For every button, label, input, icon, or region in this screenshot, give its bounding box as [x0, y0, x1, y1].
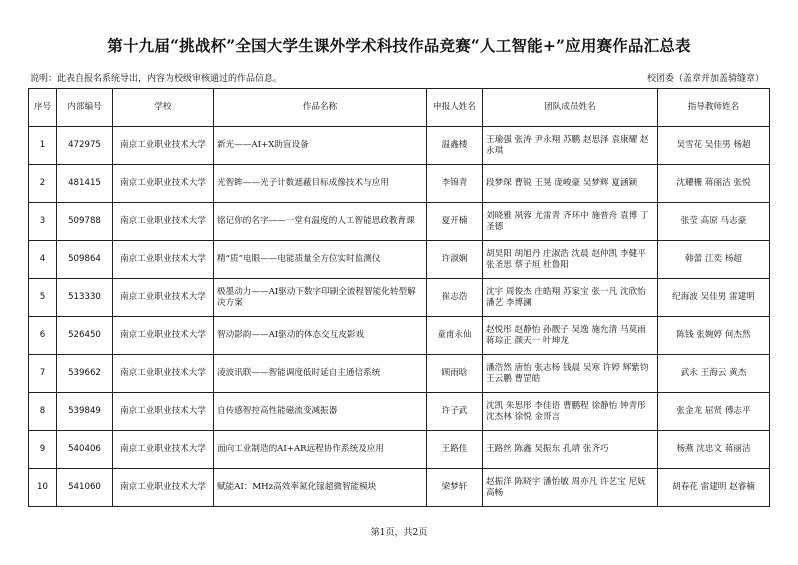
cell-seq: 10 [29, 469, 57, 507]
cell-seq: 6 [29, 317, 57, 355]
cell-school: 南京工业职业技术大学 [113, 431, 214, 469]
cell-seq: 9 [29, 431, 57, 469]
cell-internal-id: 539849 [57, 393, 113, 431]
cell-work-name: 自传感智控高性能磁流变减振器 [214, 393, 427, 431]
cell-team-members: 王路丝 陈鑫 吴振东 孔靖 张齐巧 [483, 431, 658, 469]
cell-seq: 3 [29, 203, 57, 241]
cell-school: 南京工业职业技术大学 [113, 355, 214, 393]
cell-work-name: 光智眸——光子计数遮蔽目标成像技术与应用 [214, 165, 427, 203]
cell-internal-id: 540406 [57, 431, 113, 469]
cell-team-members: 赵悦彤 赵静怡 孙靓子 吴逸 施允清 马莫雨 蒋琮正 颜天一 叶坤龙 [483, 317, 658, 355]
cell-teachers: 陈钱 张婉婷 何杰然 [658, 317, 770, 355]
cell-school: 南京工业职业技术大学 [113, 127, 214, 165]
cell-team-members: 王瑜强 张涛 尹永翔 苏鹏 赵思泽 袁康耀 赵永琪 [483, 127, 658, 165]
cell-internal-id: 509864 [57, 241, 113, 279]
column-header-seq: 序号 [29, 89, 57, 127]
table-row [29, 241, 770, 279]
cell-applicant: 夏开楠 [427, 203, 483, 241]
cell-seq: 5 [29, 279, 57, 317]
table-row [29, 431, 770, 469]
cell-internal-id: 541060 [57, 469, 113, 507]
cell-applicant: 王路佳 [427, 431, 483, 469]
column-header-applicant: 申报人姓名 [427, 89, 483, 127]
cell-seq: 2 [29, 165, 57, 203]
cell-internal-id: 526450 [57, 317, 113, 355]
column-header-teachers: 指导教师姓名 [658, 89, 770, 127]
page-number: 第1页，共2页 [370, 528, 428, 538]
cell-work-name: 新光——AI+X助盲设备 [214, 127, 427, 165]
column-header-school: 学校 [113, 89, 214, 127]
cell-school: 南京工业职业技术大学 [113, 241, 214, 279]
cell-applicant: 崔志浩 [427, 279, 483, 317]
seal-note: 校团委（盖章并加盖骑缝章） [646, 74, 764, 84]
cell-teachers: 胡春花 雷建明 赵睿楠 [658, 469, 770, 507]
cell-internal-id: 472975 [57, 127, 113, 165]
cell-team-members: 胡昊阳 胡旭丹 庄淑浩 沈晨 赵仲凯 李健平 张圣思 蔡子垣 杜鲁阳 [483, 241, 658, 279]
cell-applicant: 许子武 [427, 393, 483, 431]
cell-seq: 7 [29, 355, 57, 393]
table-row [29, 279, 770, 317]
cell-team-members: 刘晓雅 夙蓉 尤雷青 齐环中 施普舟 袁博 丁圣德 [483, 203, 658, 241]
cell-applicant: 顾雨晗 [427, 355, 483, 393]
cell-teachers: 吴雪花 吴佳男 杨超 [658, 127, 770, 165]
cell-seq: 1 [29, 127, 57, 165]
cell-teachers: 韩蕾 江奕 杨超 [658, 241, 770, 279]
cell-school: 南京工业职业技术大学 [113, 165, 214, 203]
table-row [29, 393, 770, 431]
cell-work-name: 智动影韵——AI驱动的体态交互皮影戏 [214, 317, 427, 355]
cell-applicant: 童甫永仙 [427, 317, 483, 355]
cell-work-name: 铭记你的名字——一堂有温度的人工智能思政教育课 [214, 203, 427, 241]
cell-team-members: 沈宇 周俊杰 庄皓翔 苏家宝 张一凡 沈欣怡 潘艺 李博澜 [483, 279, 658, 317]
cell-work-name: 面向工业制造的AI+AR远程协作系统及应用 [214, 431, 427, 469]
cell-seq: 8 [29, 393, 57, 431]
cell-school: 南京工业职业技术大学 [113, 393, 214, 431]
table-header-row [29, 89, 770, 127]
cell-school: 南京工业职业技术大学 [113, 203, 214, 241]
cell-applicant: 许淑娴 [427, 241, 483, 279]
cell-work-name: 凌波讯联——智能调度低时延自主通信系统 [214, 355, 427, 393]
cell-school: 南京工业职业技术大学 [113, 317, 214, 355]
cell-team-members: 段梦琛 曹锐 王晃 庞峻豪 吴梦辉 夏涵颖 [483, 165, 658, 203]
column-header-work: 作品名称 [214, 89, 427, 127]
summary-table [28, 88, 770, 507]
table-row [29, 355, 770, 393]
cell-applicant: 梁梦轩 [427, 469, 483, 507]
table-row [29, 165, 770, 203]
cell-teachers: 纪海波 吴佳男 雷建明 [658, 279, 770, 317]
column-header-id: 内部编号 [57, 89, 113, 127]
cell-team-members: 赵振洋 陈晓宇 潘怡敏 周亦凡 许艺宝 尼妩 高畅 [483, 469, 658, 507]
cell-teachers: 张金龙 屈贤 傅志平 [658, 393, 770, 431]
cell-team-members: 沈凯 朱思彤 李佳语 曹鹏程 徐静怡 钟青彤 沈杰林 徐悦 金哥言 [483, 393, 658, 431]
cell-work-name: 赋能AI：MHz高效率氮化镓超微智能模块 [214, 469, 427, 507]
table-body [29, 127, 770, 507]
column-header-team: 团队成员姓名 [483, 89, 658, 127]
page-title: 第十九届“挑战杯”全国大学生课外学术科技作品竞赛“人工智能+”应用赛作品汇总表 [107, 36, 691, 55]
cell-teachers: 武永 王海云 黄杰 [658, 355, 770, 393]
cell-team-members: 潘浩然 唐怡 张志杨 钱晨 吴寒 许婷 辉紫钧 王云鹏 曹罡皓 [483, 355, 658, 393]
table-row [29, 469, 770, 507]
table-row [29, 203, 770, 241]
cell-seq: 4 [29, 241, 57, 279]
table-note: 说明：此表自报名系统导出，内容为校级审核通过的作品信息。 [30, 74, 283, 84]
cell-school: 南京工业职业技术大学 [113, 469, 214, 507]
cell-teachers: 张莹 高原 马志豪 [658, 203, 770, 241]
cell-applicant: 温鑫楼 [427, 127, 483, 165]
cell-teachers: 沈耀栅 蒋丽洁 张悦 [658, 165, 770, 203]
table-row [29, 127, 770, 165]
cell-teachers: 杨燕 沈忠文 蒋丽洁 [658, 431, 770, 469]
cell-internal-id: 513330 [57, 279, 113, 317]
cell-work-name: 精“质”电眼——电能质量全方位实时监测仪 [214, 241, 427, 279]
table-row [29, 317, 770, 355]
cell-school: 南京工业职业技术大学 [113, 279, 214, 317]
cell-applicant: 李锦青 [427, 165, 483, 203]
cell-internal-id: 509788 [57, 203, 113, 241]
cell-work-name: 极墨动力——AI驱动下数字印刷全流程智能化转型解决方案 [214, 279, 427, 317]
cell-internal-id: 539662 [57, 355, 113, 393]
cell-internal-id: 481415 [57, 165, 113, 203]
